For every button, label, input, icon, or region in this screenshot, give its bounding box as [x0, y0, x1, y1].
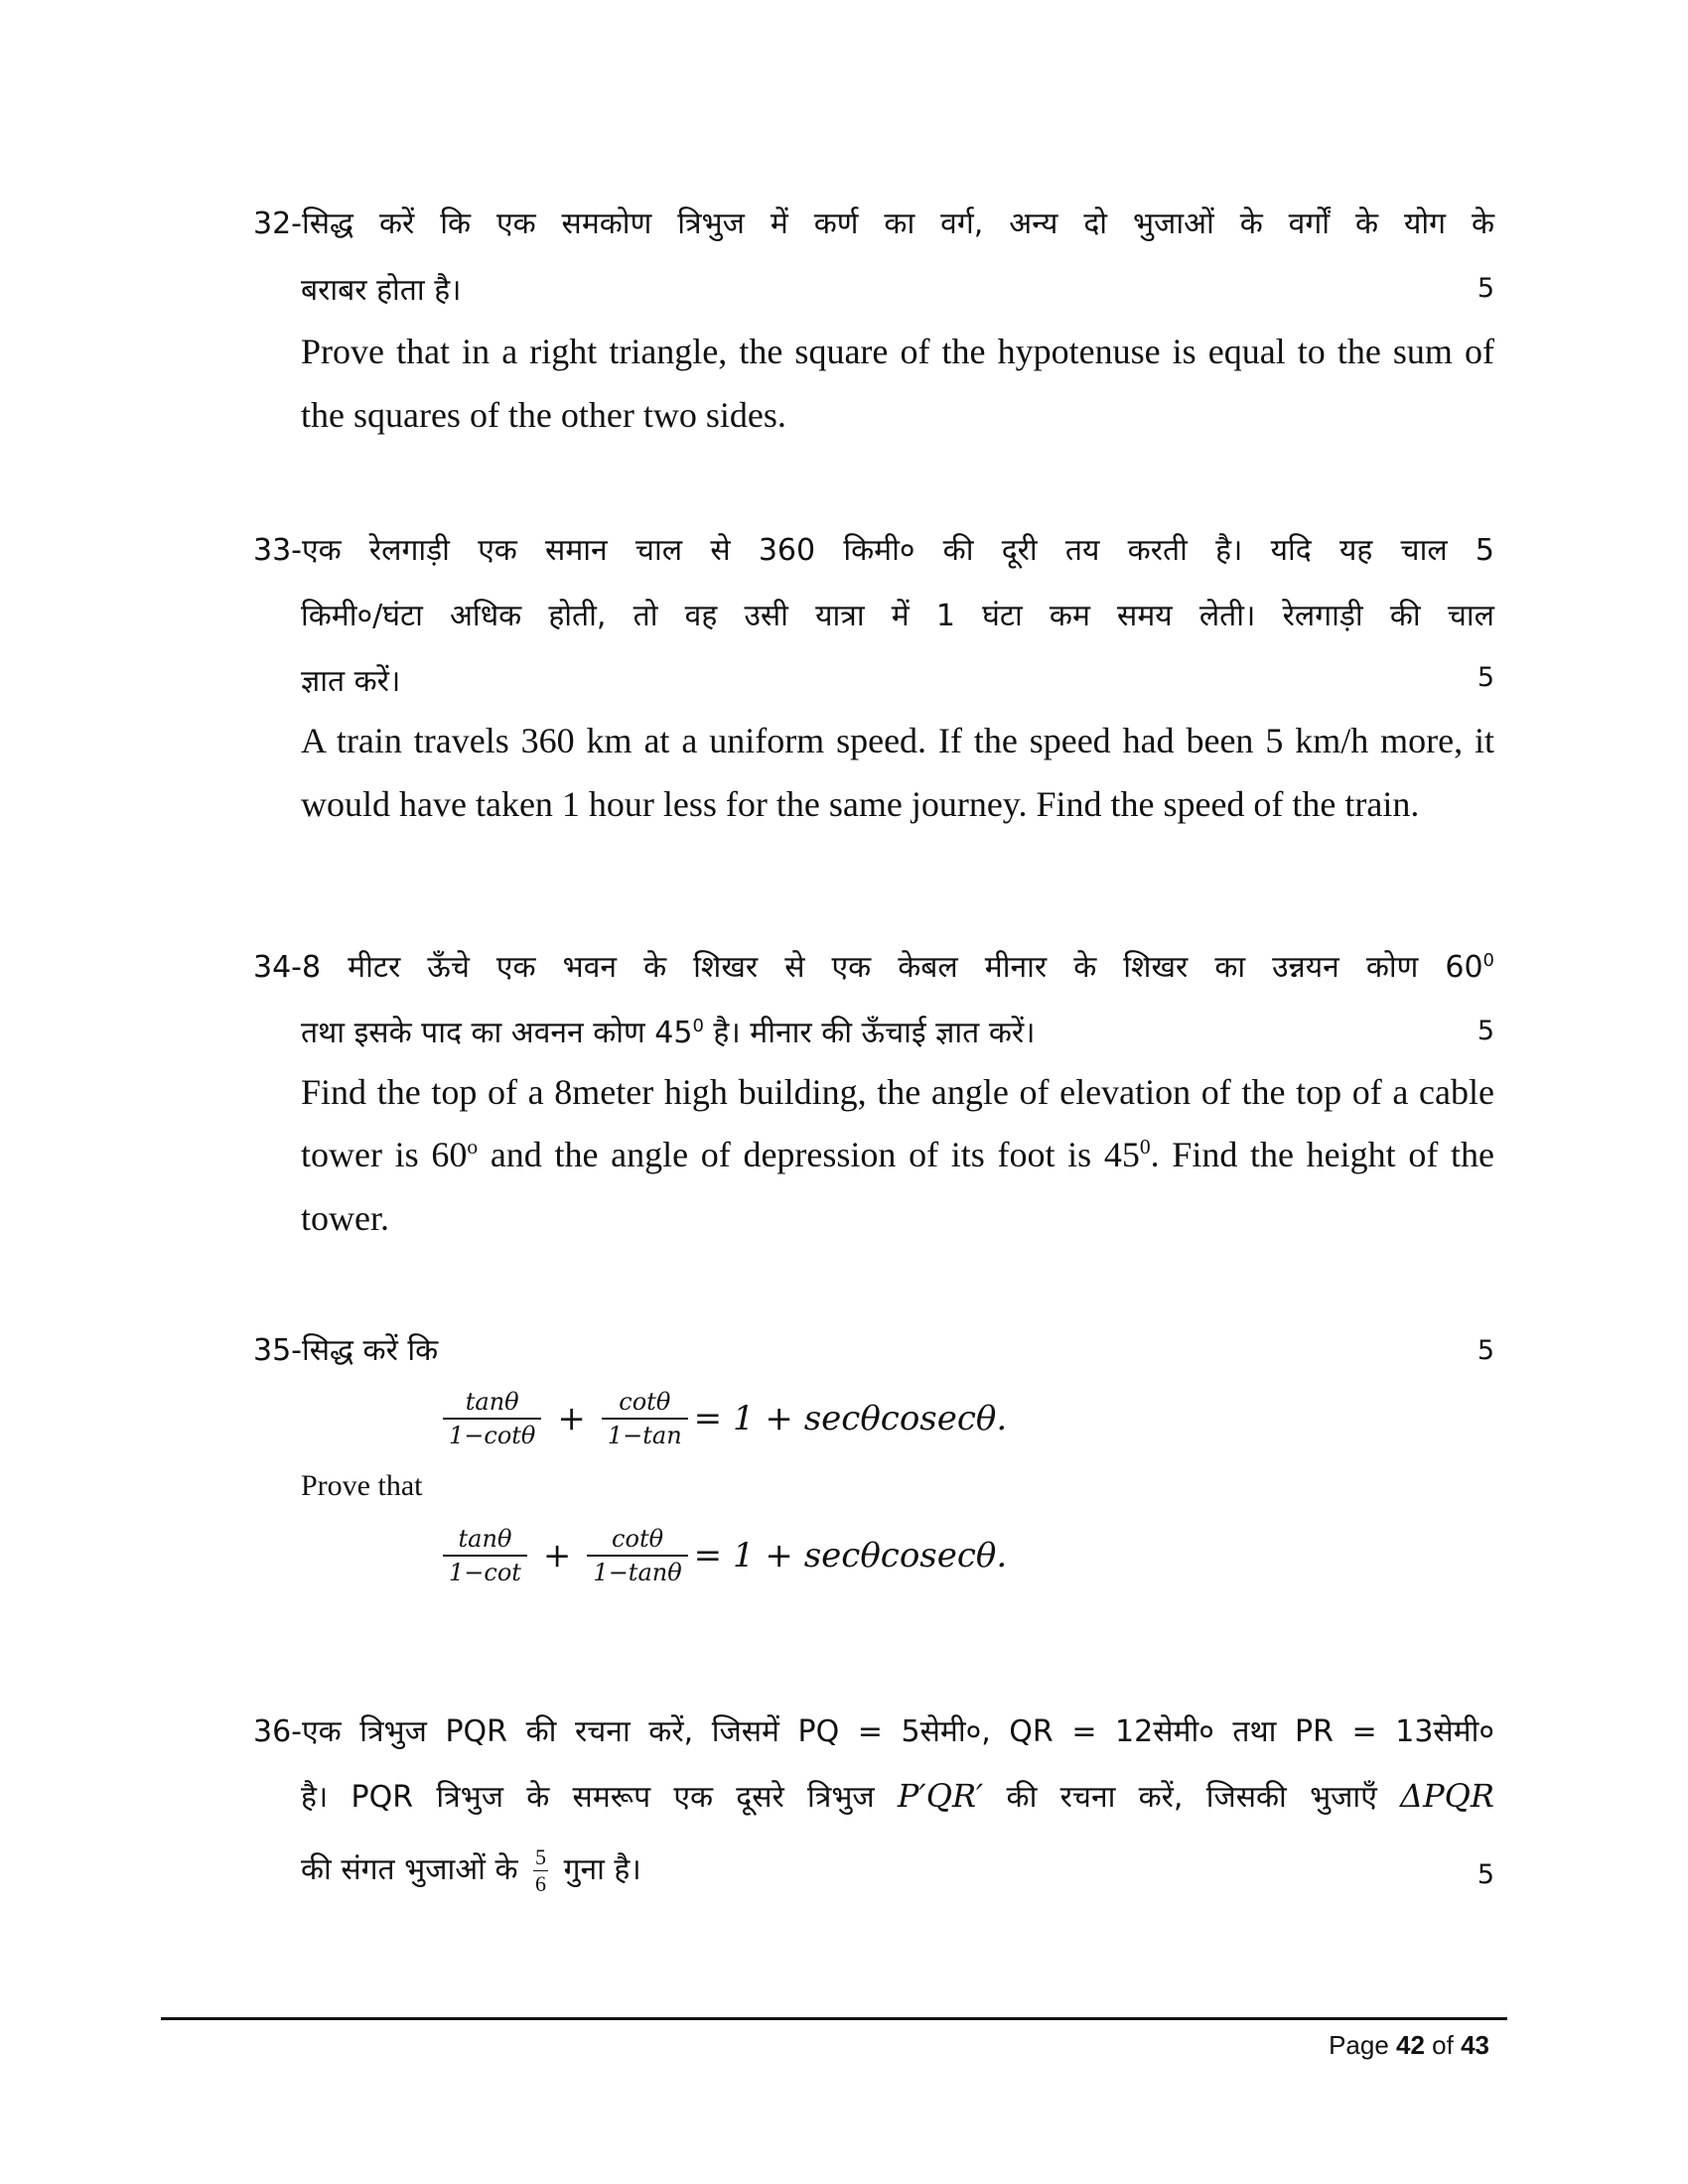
q33-hindi-line3: ज्ञात करें।	[301, 664, 401, 699]
q34-hindi-line2: तथा इसके पाद का अवनन कोण $45^0$ है। मीनार की ऊँचाई ज्ञात करें।	[301, 1016, 1036, 1050]
page-number: Page 42 of 43	[1329, 2030, 1489, 2060]
q33-hindi-line1: 33-एक रेलगाड़ी एक समान चाल से 360 किमी० की दूरी तय करती है। यदि यह चाल 5	[253, 533, 1494, 568]
q35-marks: 5	[1477, 1335, 1494, 1366]
q35-equation-english: $\frac{\tan\theta}{1-\cot}$ + $\frac{\cot\theta}{1-\tan\theta}$ = 1 + secθcosecθ.	[437, 1525, 1007, 1586]
q33-hindi-line2: किमी०/घंटा अधिक होती, तो वह उसी यात्रा में 1 घंटा कम समय लेती। रेलगाड़ी की चाल	[301, 599, 1494, 633]
q36-fraction: $\frac{5}{6}$	[535, 1844, 547, 1896]
q32-english-line2: the squares of the other two sides.	[301, 395, 786, 435]
q36-marks: 5	[1477, 1859, 1494, 1890]
q34-english-line3: tower.	[301, 1198, 389, 1238]
q34-hindi-line1: 34-8 मीटर ऊँचे एक भवन के शिखर से एक केबल मीनार के शिखर का उन्नयन कोण $60^0$	[253, 950, 1494, 985]
q32-hindi-line1: 32-सिद्ध करें कि एक समकोण त्रिभुज में कर्ण का वर्ग, अन्य दो भुजाओं के वर्गों के योग के	[253, 206, 1494, 241]
eq1-fraction-2: $\frac{\cot\theta}{1-\tan}$	[602, 1388, 688, 1449]
q36-hindi-line1: 36-एक त्रिभुज PQR की रचना करें, जिसमें PQ = 5सेमी०, QR = 12सेमी० तथा PR = 13सेमी०	[253, 1714, 1494, 1749]
eq2-fraction-1: $\frac{\tan\theta}{1-\cot}$	[443, 1525, 527, 1586]
q32-marks: 5	[1477, 273, 1494, 304]
q34-english-line1: Find the top of a 8meter high building, the angle of elevation of the top of a cable	[301, 1072, 1494, 1112]
q35-equation-hindi: $\frac{\tan\theta}{1-\cot\theta}$ + $\frac{\cot\theta}{1-\tan}$ = 1 + secθcosecθ.	[437, 1388, 1007, 1449]
q33-english-line1: A train travels 360 km at a uniform speed. If the speed had been 5 km/h more, it	[301, 721, 1494, 760]
q34-marks: 5	[1477, 1016, 1494, 1046]
q36-hindi-line3: की संगत भुजाओं के $\frac{5}{6}$ गुना है।	[301, 1844, 641, 1896]
q33-marks: 5	[1477, 662, 1494, 693]
q33-english-line2: would have taken 1 hour less for the same journey. Find the speed of the train.	[301, 784, 1420, 824]
q35-hindi-line1: 35-सिद्ध करें कि	[253, 1333, 439, 1368]
eq1-fraction-1: $\frac{\tan\theta}{1-\cot\theta}$	[443, 1388, 541, 1449]
q35-english-prove: Prove that	[301, 1469, 423, 1502]
eq2-fraction-2: $\frac{\cot\theta}{1-\tan\theta}$	[587, 1525, 687, 1586]
footer-divider	[161, 2017, 1507, 2020]
q32-hindi-line2: बराबर होता है।	[301, 273, 462, 308]
q32-english-line1: Prove that in a right triangle, the square of the hypotenuse is equal to the sum of	[301, 332, 1494, 371]
q34-english-line2: tower is 60$^o$ and the angle of depression of its foot is $45^0$. Find the height of the	[301, 1135, 1494, 1174]
q36-hindi-line2: है। PQR त्रिभुज के समरूप एक दूसरे त्रिभुज P′QR′ की रचना करें, जिसकी भुजाएँ ΔPQR	[301, 1777, 1494, 1815]
